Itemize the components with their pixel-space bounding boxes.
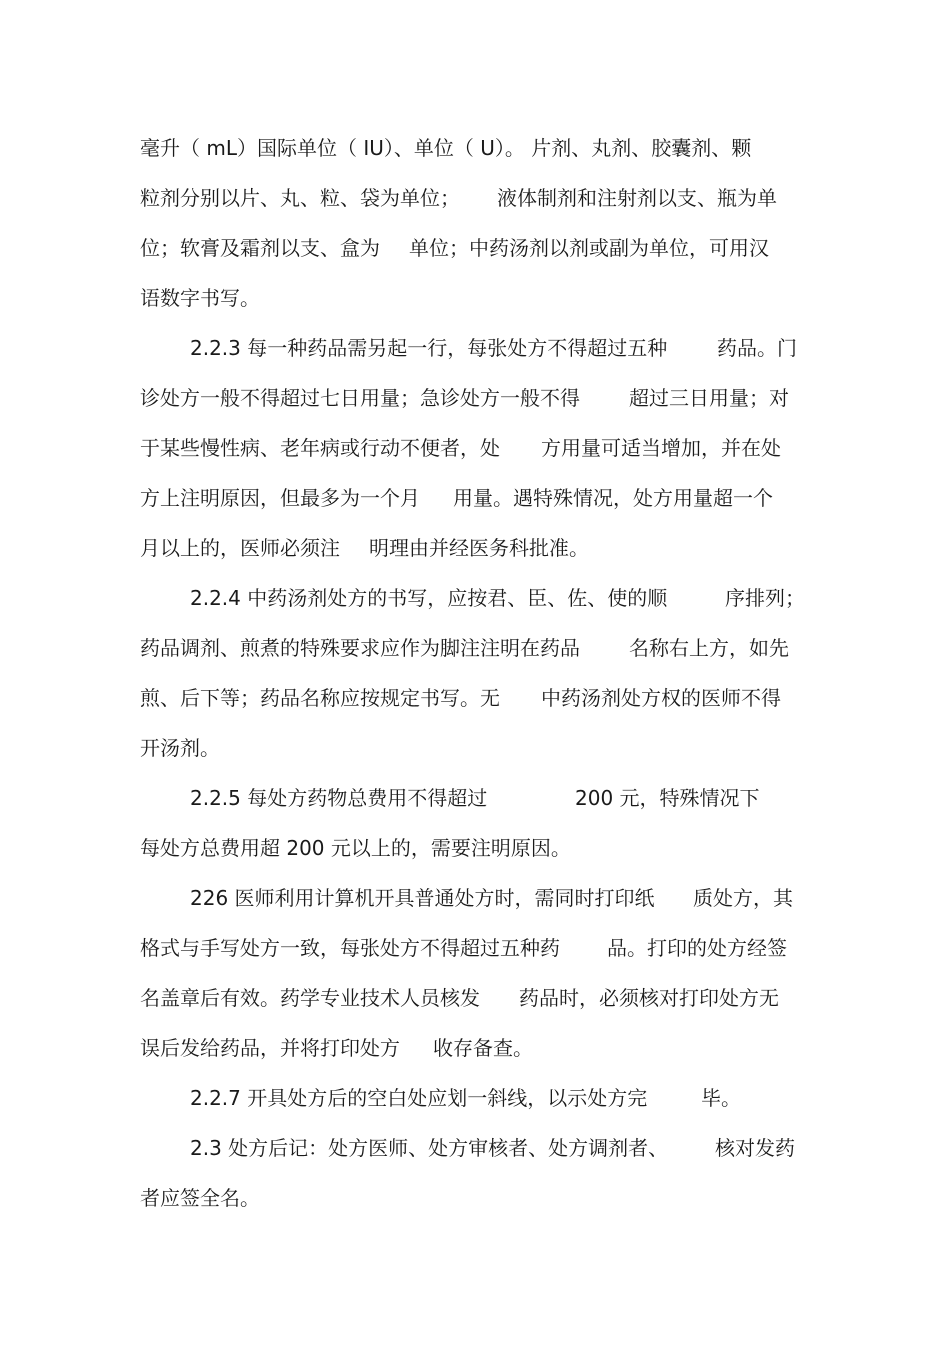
section-heading: 2.2.5 每处方药物总费用不得超过 — [190, 786, 488, 810]
text-line — [0, 1180, 950, 1216]
text-segment: 每处方总费用超 200 元以上的，需要注明原因。 — [140, 836, 571, 860]
text-segment: 开汤剂。 — [140, 736, 220, 760]
text-line — [0, 880, 950, 916]
text-segment: 月以上的，医师必须注 — [140, 536, 340, 560]
text-segment: 品。打印的处方经签 — [607, 936, 787, 960]
text-segment: 名盖章后有效。药学专业技术人员核发 — [140, 986, 480, 1010]
text-line — [0, 380, 950, 416]
text-line — [0, 830, 950, 866]
text-segment: 超过三日用量；对 — [629, 386, 789, 410]
text-segment: 药品。门 — [717, 336, 797, 360]
text-line — [0, 180, 950, 216]
text-line — [0, 130, 950, 166]
section-heading: 2.3 处方后记：处方医师、处方审核者、处方调剂者、 — [190, 1136, 669, 1160]
text-segment: 格式与手写处方一致，每张处方不得超过五种药 — [140, 936, 560, 960]
text-segment: 毫升（ mL）国际单位（ IU）、单位（ U）。 片剂、丸剂、胶囊剂、颗 — [140, 136, 752, 160]
text-segment: 位；软膏及霜剂以支、盒为 — [140, 236, 380, 260]
text-segment: 粒剂分别以片、丸、粒、袋为单位； — [140, 186, 460, 210]
text-segment: 明理由并经医务科批准。 — [369, 536, 589, 560]
text-segment: 用量。遇特殊情况，处方用量超一个 — [453, 486, 773, 510]
text-segment: 方上注明原因，但最多为一个月 — [140, 486, 420, 510]
text-line — [0, 930, 950, 966]
text-line — [0, 230, 950, 266]
text-segment: 液体制剂和注射剂以支、瓶为单 — [497, 186, 777, 210]
text-segment: 中药汤剂处方权的医师不得 — [541, 686, 781, 710]
section-heading: 2.2.4 中药汤剂处方的书写，应按君、臣、佐、使的顺 — [190, 586, 668, 610]
section-heading: 2.2.3 每一种药品需另起一行，每张处方不得超过五种 — [190, 336, 668, 360]
text-line — [0, 680, 950, 716]
text-segment: 收存备查。 — [433, 1036, 533, 1060]
text-segment: 名称右上方，如先 — [629, 636, 789, 660]
text-line — [0, 630, 950, 666]
text-line — [0, 730, 950, 766]
text-line — [0, 980, 950, 1016]
text-segment: 药品调剂、煎煮的特殊要求应作为脚注注明在药品 — [140, 636, 580, 660]
text-line — [0, 280, 950, 316]
text-segment: 200 元，特殊情况下 — [575, 786, 760, 810]
text-segment: 于某些慢性病、老年病或行动不便者，处 — [140, 436, 500, 460]
text-line — [0, 430, 950, 466]
text-line — [0, 530, 950, 566]
text-segment: 序排列； — [725, 586, 805, 610]
text-line — [0, 580, 950, 616]
section-heading: 226 医师利用计算机开具普通处方时，需同时打印纸 — [190, 886, 655, 910]
text-segment: 诊处方一般不得超过七日用量；急诊处方一般不得 — [140, 386, 580, 410]
text-segment: 核对发药 — [715, 1136, 795, 1160]
section-heading: 2.2.7 开具处方后的空白处应划一斜线，以示处方完 — [190, 1086, 648, 1110]
text-line — [0, 1130, 950, 1166]
text-line — [0, 1030, 950, 1066]
text-segment: 语数字书写。 — [140, 286, 260, 310]
text-segment: 质处方，其 — [693, 886, 793, 910]
text-segment: 单位；中药汤剂以剂或副为单位，可用汉 — [409, 236, 769, 260]
text-segment: 方用量可适当增加，并在处 — [541, 436, 781, 460]
text-segment: 煎、后下等；药品名称应按规定书写。无 — [140, 686, 500, 710]
text-line — [0, 1080, 950, 1116]
text-segment: 药品时，必须核对打印处方无 — [519, 986, 779, 1010]
text-segment: 者应签全名。 — [140, 1186, 260, 1210]
text-segment: 误后发给药品，并将打印处方 — [140, 1036, 400, 1060]
text-segment: 毕。 — [701, 1086, 741, 1110]
text-line — [0, 780, 950, 816]
text-line — [0, 330, 950, 366]
text-line — [0, 480, 950, 516]
